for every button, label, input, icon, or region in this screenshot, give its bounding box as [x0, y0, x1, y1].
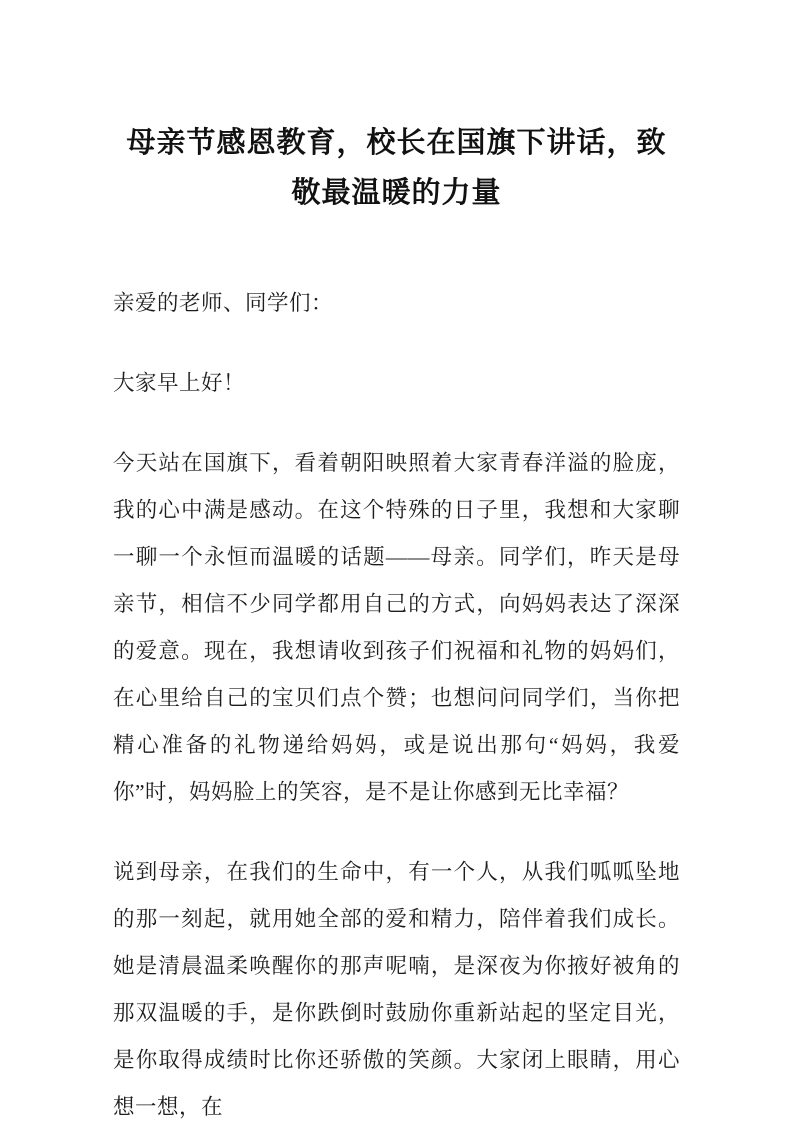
- body-paragraph-1: 今天站在国旗下，看着朝阳映照着大家青春洋溢的脸庞，我的心中满是感动。在这个特殊的日子里，我想和大家聊一聊一个永恒而温暖的话题——母亲。同学们，昨天是母亲节，相信不少同学都用自己的方式，向妈妈表达了深深的爱意。现在，我想请收到孩子们祝福和礼物的妈妈们，在心里给自己的宝贝们点个赞；也想问问同学们，当你把精心准备的礼物递给妈妈，或是说出那句“妈妈，我爱你”时，妈妈脸上的笑容，是不是让你感到无比幸福？: [113, 451, 680, 804]
- document-title: 母亲节感恩教育，校长在国旗下讲话，致敬最温暖的力量: [126, 127, 667, 209]
- greeting-line: 大家早上好！: [113, 371, 246, 395]
- salutation-line: 亲爱的老师、同学们：: [113, 291, 334, 315]
- body-paragraph-2: 说到母亲，在我们的生命中，有一个人，从我们呱呱坠地的那一刻起，就用她全部的爱和精力，陪伴着我们成长。她是清晨温柔唤醒你的那声呢喃，是深夜为你掖好被角的那双温暖的手，是你跌倒时鼓励你重新站起的坚定目光，是你取得成绩时比你还骄傲的笑颜。大家闭上眼睛，用心想一想，在: [113, 860, 680, 1119]
